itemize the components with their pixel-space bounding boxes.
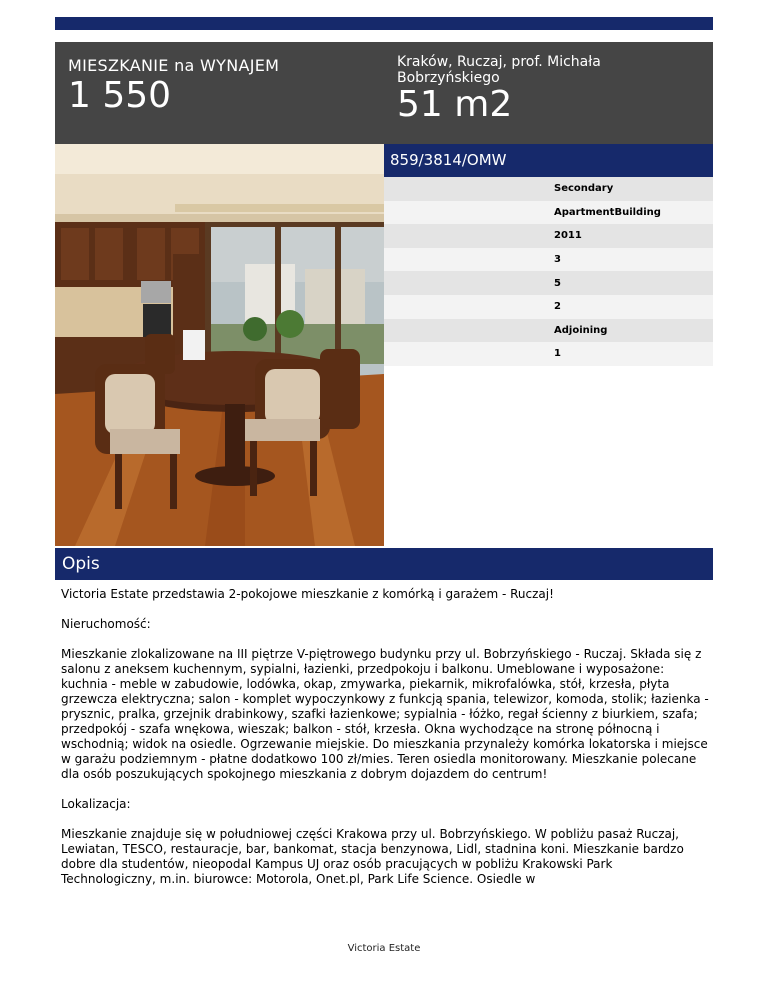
spec-row [384, 224, 713, 248]
spec-value: 3 [554, 254, 561, 266]
spec-value: 2 [554, 301, 561, 313]
description-paragraph: Mieszkanie znajduje się w południowej części Krakowa przy ul. Bobrzyńskiego. W pobliżu pasaż Ruczaj, Lewiatan, TESCO, restauracje, bar, bankomat, stacja benzynowa, Lidl, stadnina koni. Mieszkanie bardzo dobre dla studentów, nieopodal Kampus UJ oraz osób pracujących w pobliżu Krakowski Park Technologiczny, m.in. biurowce: Motorola, Onet.pl, Park Life Science. Osiedle w [61, 827, 684, 886]
property-photo [55, 144, 384, 546]
page-footer: Victoria Estate [347, 943, 421, 954]
spec-row [384, 177, 713, 201]
description-paragraph: Mieszkanie zlokalizowane na III piętrze V-piętrowego budynku przy ul. Bobrzyńskiego - Ruczaj. Składa się z salonu z aneksem kuchennym, sypialni, łazienki, przedpokoju i balkonu. Umeblowane i wyposażone: kuchnia - meble w zabudowie, lodówka, okap, zmywarka, piekarnik, mikrofalówka, stół, krzesła, płyta grzewcza elektryczna; salon - komplet wypoczynkowy z funkcją spania, telewizor, komoda, stolik; łazienka - prysznic, pralka, grzejnik drabinkowy, szafki łazienkowe; sypialnia - łóżko, regał ścienny z biurkiem, szafa; przedpokój - szafa wnękowa, wieszak; balkon - stół, krzesła. Okna wychodzące na stronę północną i wschodnią; widok na osiedle. Ogrzewanie miejskie. Do mieszkania przynależy komórka lokatorska i miejsce w garażu podziemnym - płatne dodatkowo 100 zł/mies. Teren osiedla monitorowany. Mieszkanie polecane dla osób poszukujących spokojnego mieszkania z dobrym dojazdem do centrum! [61, 647, 709, 781]
listing-location: Kraków, Ruczaj, prof. Michała Bobrzyńskiego [397, 54, 601, 86]
description-paragraph: Victoria Estate przedstawia 2-pokojowe mieszkanie z komórką i garażem - Ruczaj! [61, 587, 554, 601]
listing-area: 51 m2 [397, 84, 513, 125]
spec-row [384, 248, 713, 272]
reference-number: 859/3814/OMW [384, 144, 713, 177]
header-right [397, 54, 697, 126]
description-paragraph: Lokalizacja: [61, 797, 131, 811]
header-left [68, 56, 368, 117]
listing-type: MIESZKANIE na WYNAJEM [68, 56, 280, 75]
spec-row [384, 342, 713, 366]
description [61, 587, 711, 902]
spec-value: 2011 [554, 230, 582, 242]
top-accent-bar [55, 17, 713, 30]
spec-value: 5 [554, 277, 561, 289]
description-paragraph: Nieruchomość: [61, 617, 151, 631]
spec-table [384, 177, 713, 366]
spec-row [384, 295, 713, 319]
spec-value: Adjoining [554, 324, 608, 336]
listing-price: 1 550 [68, 75, 172, 116]
listing-header [55, 42, 713, 144]
spec-value: ApartmentBuilding [554, 206, 661, 218]
spec-value: Secondary [554, 183, 614, 195]
spec-row [384, 271, 713, 295]
spec-row [384, 201, 713, 225]
spec-value: 1 [554, 348, 561, 360]
section-title: Opis [55, 548, 713, 580]
spec-row [384, 319, 713, 343]
